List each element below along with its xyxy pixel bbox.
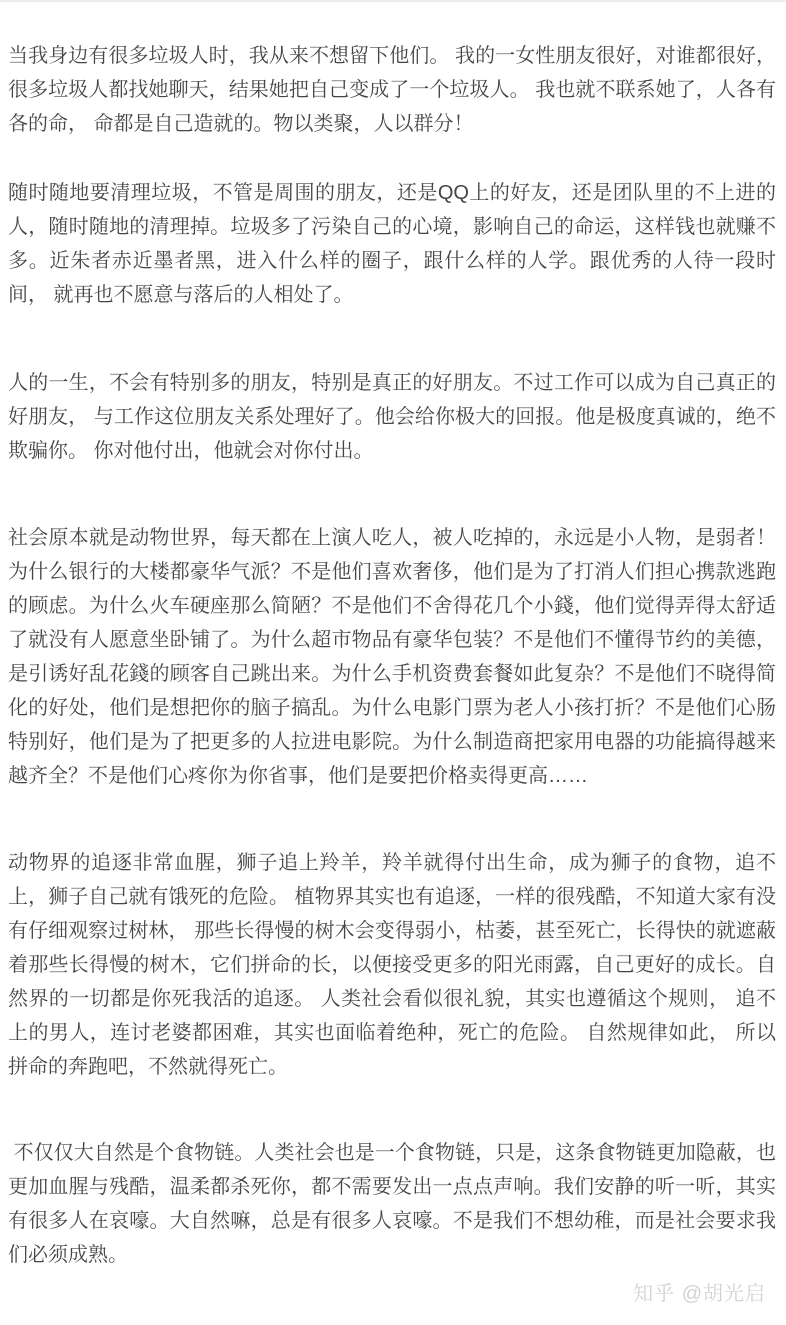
zhihu-author-watermark: 知乎 @胡光启: [633, 1283, 766, 1305]
paragraph-6: 不仅仅大自然是个食物链。人类社会也是一个食物链，只是，这条食物链更加隐蔽，也更加血腥与残酷，温柔都杀死你，都不需要发出一点点声响。我们安静的听一听，其实有很多人在哀嚎。大自然嘛，总是有很多人哀嚎。不是我们不想幼稚，而是社会要求我们必须成熟。: [8, 1142, 776, 1266]
article-body: [0, 2, 786, 1272]
paragraph-2: 随时随地要清理垃圾，不管是周围的朋友，还是QQ上的好友，还是团队里的不上进的人，随时随地的清理掉。垃圾多了污染自己的心境，影响自己的命运，这样钱也就赚不多。近朱者赤近墨者黑，进入什么样的圈子，跟什么样的人学。跟优秀的人待一段时间， 就再也不愿意与落后的人相处了。: [8, 182, 776, 306]
paragraph-1: 当我身边有很多垃圾人时，我从来不想留下他们。 我的一女性朋友很好，对谁都很好，很多垃圾人都找她聊天，结果她把自己变成了一个垃圾人。 我也就不联系她了，人各有各的命， 命都是自己造就的。物以类聚，人以群分！: [8, 45, 776, 135]
paragraph-4: 社会原本就是动物世界，每天都在上演人吃人，被人吃掉的，永远是小人物，是弱者！为什么银行的大楼都豪华气派？不是他们喜欢奢侈，他们是为了打消人们担心携款逃跑的顾虑。为什么火车硬座那么简陋？不是他们不舍得花几个小錢，他们觉得弄得太舒适了就没有人愿意坐卧铺了。为什么超市物品有豪华包装？不是他们不懂得节约的美德，是引诱好乱花錢的顾客自己跳出来。为什么手机资费套餐如此复杂？不是他们不晓得简化的好处，他们是想把你的脑子搞乱。为什么电影门票为老人小孩打折？不是他们心肠特别好，他们是为了把更多的人拉进电影院。为什么制造商把家用电器的功能搞得越来越齐全？不是他们心疼你为你省事，他们是要把价格卖得更高……: [8, 527, 776, 787]
paragraph-5: 动物界的追逐非常血腥，狮子追上羚羊，羚羊就得付出生命，成为狮子的食物，追不上，狮子自己就有饿死的危险。 植物界其实也有追逐，一样的很残酷，不知道大家有没有仔细观察过树林， 那些长得慢的树木会变得弱小，枯萎，甚至死亡，长得快的就遮蔽着那些长得慢的树木，它们拼命的长，以便接受更多的阳光雨露，自己更好的成长。自然界的一切都是你死我活的追逐。 人类社会看似很礼貌，其实也遵循这个规则， 追不上的男人，连讨老婆都困难，其实也面临着绝种，死亡的危险。 自然规律如此， 所以拼命的奔跑吧，不然就得死亡。: [8, 852, 776, 1078]
paragraph-3: 人的一生，不会有特别多的朋友，特别是真正的好朋友。不过工作可以成为自己真正的好朋友， 与工作这位朋友关系处理好了。他会给你极大的回报。他是极度真诚的，绝不欺骗你。 你对他付出，他就会对你付出。: [8, 372, 776, 462]
